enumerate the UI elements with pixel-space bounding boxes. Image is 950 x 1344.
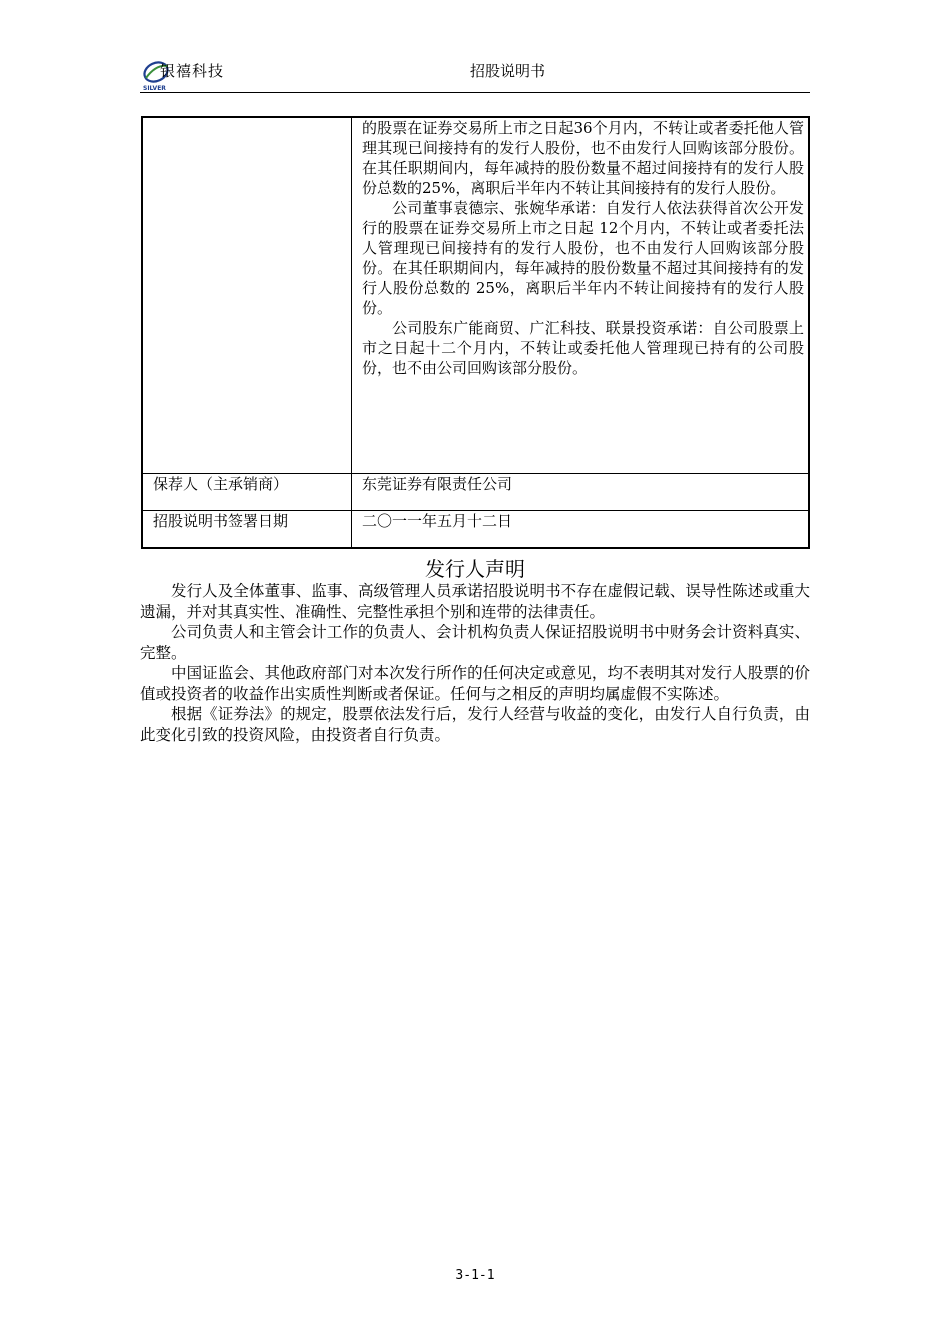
declaration-paragraph: 发行人及全体董事、监事、高级管理人员承诺招股说明书不存在虚假记载、误导性陈述或重大遗漏，并对其真实性、准确性、完整性承担个别和连带的法律责任。 [140,582,810,621]
commitment-paragraph: 公司股东广能商贸、广汇科技、联景投资承诺：自公司股票上市之日起十二个月内，不转让或委托他人管理现已持有的公司股份，也不由公司回购该部分股份。 [362,319,804,377]
table-row [142,474,809,511]
declaration-paragraph: 根据《证券法》的规定，股票依法发行后，发行人经营与收益的变化，由发行人自行负责，由此变化引致的投资风险，由投资者自行负责。 [140,705,810,744]
table-cell-empty [142,117,352,474]
commitment-paragraph: 公司董事袁德宗、张婉华承诺：自发行人依法获得首次公开发行的股票在证券交易所上市之日起 12个月内，不转让或者委托法人管理现已间接持有的发行人股份，也不由发行人回购该部分股份。在其任职期间内，每年减持的股份数量不超过其间接持有的发行人股份总数的 25%，离职后半年内不转让间接持有的发行人股份。 [362,199,804,317]
page-header [140,54,810,93]
declaration-title: 发行人声明 [425,557,525,581]
table-row [142,117,809,474]
sponsor-label: 保荐人（主承销商） [142,474,352,511]
declaration-paragraph: 公司负责人和主管会计工作的负责人、会计机构负责人保证招股说明书中财务会计资料真实、完整。 [140,623,810,662]
declaration-paragraph: 中国证监会、其他政府部门对本次发行所作的任何决定或意见，均不表明其对发行人股票的价值或投资者的收益作出实质性判断或者保证。任何与之相反的声明均属虚假不实陈述。 [140,664,810,703]
issuance-info-table [141,116,810,549]
page-number: 3-1-1 [455,1268,495,1283]
sponsor-value: 东莞证券有限责任公司 [352,474,810,511]
lockup-commitments-cell [352,117,810,474]
company-name: 银禧科技 [160,62,225,80]
document-title: 招股说明书 [470,62,546,80]
table-row [142,511,809,549]
logo-text: SILVER [143,85,166,92]
declaration-body [140,581,810,745]
signing-date-label: 招股说明书签署日期 [142,511,352,549]
commitment-paragraph: 的股票在证券交易所上市之日起36个月内，不转让或者委托他人管理其现已间接持有的发行人股份，也不由发行人回购该部分股份。在其任职期间内，每年减持的股份数量不超过间接持有的发行人股份总数的25%，离职后半年内不转让其间接持有的发行人股份。 [362,119,804,197]
signing-date-value: 二〇一一年五月十二日 [352,511,810,549]
